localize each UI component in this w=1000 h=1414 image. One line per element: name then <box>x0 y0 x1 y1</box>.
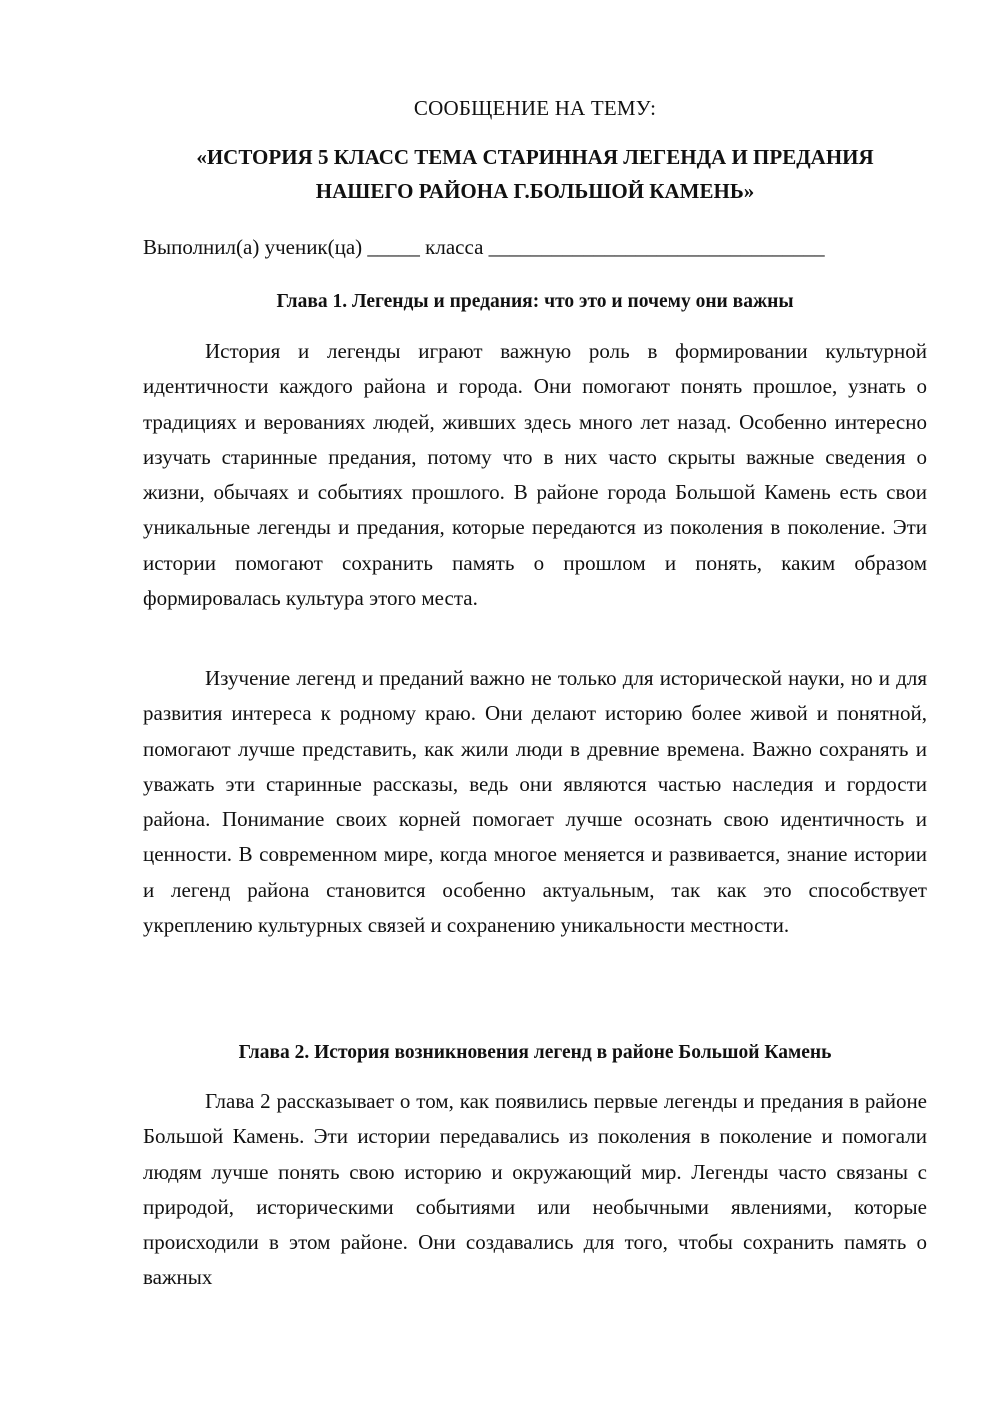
document-page <box>143 0 927 1414</box>
document-title <box>143 140 927 208</box>
chapter-2-title: Глава 2. История возникновения легенд в районе Большой Камень <box>238 1042 832 1063</box>
chapter-1-title: Глава 1. Легенды и предания: что это и почему они важны <box>276 291 794 312</box>
author-line: Выполнил(а) ученик(ца) _____ класса ________________________________ <box>143 235 825 259</box>
chapter-2-paragraph-1: Глава 2 рассказывает о том, как появились первые легенды и предания в районе Большой Камень. Эти истории передавались из поколения в поколение и помогали людям лучше понять свою историю и окружающий мир. Легенды часто связаны с природой, историческими событиями или необычными явлениями, которые происходили в этом районе. Они создавались для того, чтобы сохранить память о важных <box>143 1089 927 1290</box>
chapter-1-paragraph-1: История и легенды играют важную роль в формировании культурной идентичности каждого района и города. Они помогают понять прошлое, узнать о традициях и верованиях людей, живших здесь много лет назад. Особенно интересно изучать старинные предания, потому что в них часто скрыты важные сведения о жизни, обычаях и событиях прошлого. В районе города Большой Камень есть свои уникальные легенды и предания, которые передаются из поколения в поколение. Эти истории помогают сохранить память о прошлом и понять, каким образом формировалась культура этого места. <box>143 339 927 611</box>
document-title-line-1: «ИСТОРИЯ 5 КЛАСС ТЕМА СТАРИННАЯ ЛЕГЕНДА И ПРЕДАНИЯ <box>196 145 874 169</box>
document-title-line-2: НАШЕГО РАЙОНА Г.БОЛЬШОЙ КАМЕНЬ» <box>315 179 755 203</box>
chapter-1-paragraph-2: Изучение легенд и преданий важно не только для исторической науки, но и для развития интереса к родному краю. Они делают историю более живой и понятной, помогают лучше представить, как жили люди в древние времена. Важно сохранять и уважать эти старинные рассказы, ведь они являются частью наследия и гордости района. Понимание своих корней помогает лучше осознать свою идентичность и ценности. В современном мире, когда многое меняется и развивается, знание истории и легенд района становится особенно актуальным, так как это способствует укреплению культурных связей и сохранению уникальности местности. <box>143 666 927 938</box>
document-kind-heading: СООБЩЕНИЕ НА ТЕМУ: <box>413 96 657 120</box>
